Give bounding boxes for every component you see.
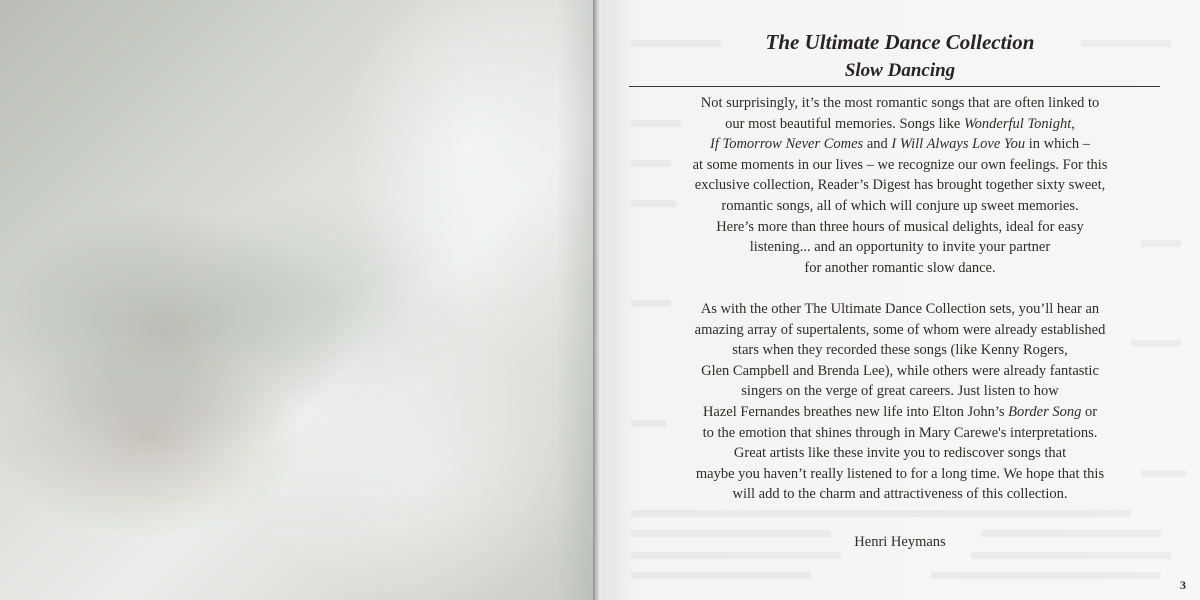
text-line: Great artists like these invite you to rediscover songs that [733,445,1067,462]
paragraph-spacer [631,278,1169,299]
text-line: will add to the charm and attractiveness of this collection. [732,486,1068,503]
show-through-line [631,572,811,579]
song-title: Border Song [1008,403,1082,420]
page-title: The Ultimate Dance Collection [765,30,1035,54]
page-number: 3 [1180,578,1186,592]
right-page [601,0,1200,600]
text-run: in which – [1025,136,1090,153]
page-fold-shadow [556,0,596,600]
text-line: stars when they recorded these songs (like Kenny Rogers, [732,342,1068,359]
show-through-line [931,572,1161,579]
text-run: our most beautiful memories. Songs like [725,115,964,132]
title-rule [629,86,1160,87]
text-line: As with the other The Ultimate Dance Collection sets, you’ll hear an [700,300,1100,317]
text-line [631,134,1169,155]
text-line: for another romantic slow dance. [804,259,996,276]
text-line: singers on the verge of great careers. Just listen to how [741,383,1059,400]
text-line: at some moments in our lives – we recognize our own feelings. For this [692,156,1108,173]
text-run: , [1071,115,1075,132]
song-title: I Will Always Love You [891,136,1026,153]
text-line [631,114,1169,135]
song-title: If Tomorrow Never Comes [710,136,864,153]
text-line: listening... and an opportunity to invite your partner [749,239,1051,256]
text-line: Glen Campbell and Brenda Lee), while others were already fantastic [701,362,1099,379]
left-page-photo [0,0,596,600]
show-through-line [971,552,1171,559]
text-line: Not surprisingly, it’s the most romantic songs that are often linked to [700,95,1100,111]
song-title: Wonderful Tonight [963,115,1072,132]
text-line [631,402,1169,423]
text-line: maybe you haven’t really listened to for a long time. We hope that this [695,465,1105,482]
page-subtitle: Slow Dancing [844,60,956,81]
text-line: exclusive collection, Reader’s Digest has brought together sixty sweet, [694,177,1106,194]
show-through-line [631,552,841,559]
text-run: Hazel Fernandes breathes new life into Elton John’s [702,403,1009,420]
text-run: or [1081,403,1098,420]
text-line: Here’s more than three hours of musical delights, ideal for easy [716,218,1084,235]
text-line: to the emotion that shines through in Mary Carewe's interpretations. [702,424,1098,441]
text-line: romantic songs, all of which will conjure up sweet memories. [721,197,1079,214]
body-text [631,93,1169,505]
author-signature: Henri Heymans [854,534,946,550]
text-run: and [863,136,892,153]
show-through-line [631,510,1131,517]
booklet-gutter [593,0,601,600]
text-line: amazing array of supertalents, some of whom were already established [694,321,1106,338]
